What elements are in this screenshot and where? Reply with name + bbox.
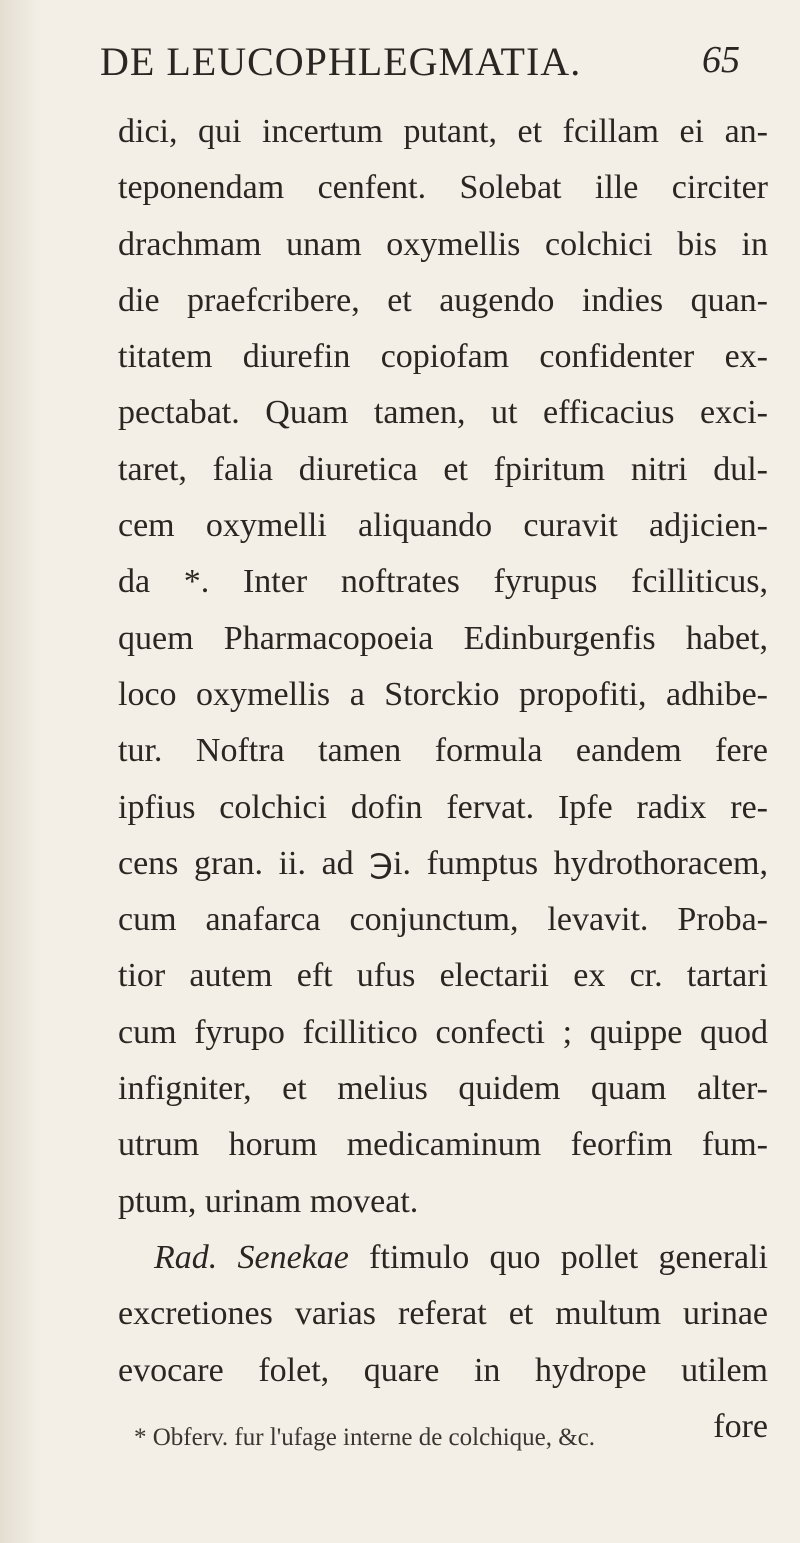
text-line: loco oxymellis a Storckio propofiti, adhibe- [118, 675, 768, 713]
text-line: cum anafarca conjunctum, levavit. Proba- [118, 901, 768, 939]
text-run: ftimulo quo pollet generali [348, 1238, 768, 1276]
text-line: excretiones varias referat et multum urinae [118, 1295, 768, 1333]
text-line: titatem diurefin copiofam confidenter ex- [118, 338, 768, 376]
text-line: taret, falia diuretica et fpiritum nitri dul- [118, 450, 768, 488]
catchword: fore [713, 1407, 768, 1445]
text-line: tior autem eft ufus electarii ex cr. tartari [118, 957, 768, 995]
text-line: evocare folet, quare in hydrope utilem [118, 1351, 768, 1389]
text-line: cens gran. ii. ad ℈i. fumptus hydrothoracem, [118, 844, 768, 882]
text-line: da *. Inter noftrates fyrupus fcilliticus, [118, 563, 768, 601]
body-text [118, 104, 768, 1455]
running-title: DE LEUCOPHLEGMATIA. [100, 39, 582, 84]
text-line: quem Pharmacopoeia Edinburgenfis habet, [118, 619, 768, 657]
text-line: cem oxymelli aliquando curavit adjicien- [118, 507, 768, 545]
text-line: cum fyrupo fcillitico confecti ; quippe quod [118, 1013, 768, 1051]
text-line: ipfius colchici dofin fervat. Ipfe radix re- [118, 788, 768, 826]
text-line: dici, qui incertum putant, et fcillam ei an- [118, 113, 768, 150]
text-line: pectabat. Quam tamen, ut efficacius exci- [118, 394, 768, 432]
text-line: utrum horum medicaminum feorfim fum- [118, 1126, 768, 1164]
text-line: teponendam cenfent. Solebat ille circiter [118, 169, 768, 207]
text-line: infigniter, et melius quidem quam alter- [118, 1070, 768, 1108]
page-number: 65 [702, 39, 740, 81]
text-line: die praefcribere, et augendo indies quan- [118, 281, 768, 319]
text-line: drachmam unam oxymellis colchici bis in [118, 225, 768, 263]
italic-term: Rad. Senekae [154, 1238, 349, 1276]
page-header [100, 38, 740, 88]
paragraph-start-line [118, 1230, 768, 1286]
text-line: tur. Noftra tamen formula eandem fere [118, 732, 768, 770]
footnote: * Obferv. fur l'ufage interne de colchique, &c. [134, 1424, 596, 1451]
text-line: ptum, urinam moveat. [118, 1182, 419, 1220]
